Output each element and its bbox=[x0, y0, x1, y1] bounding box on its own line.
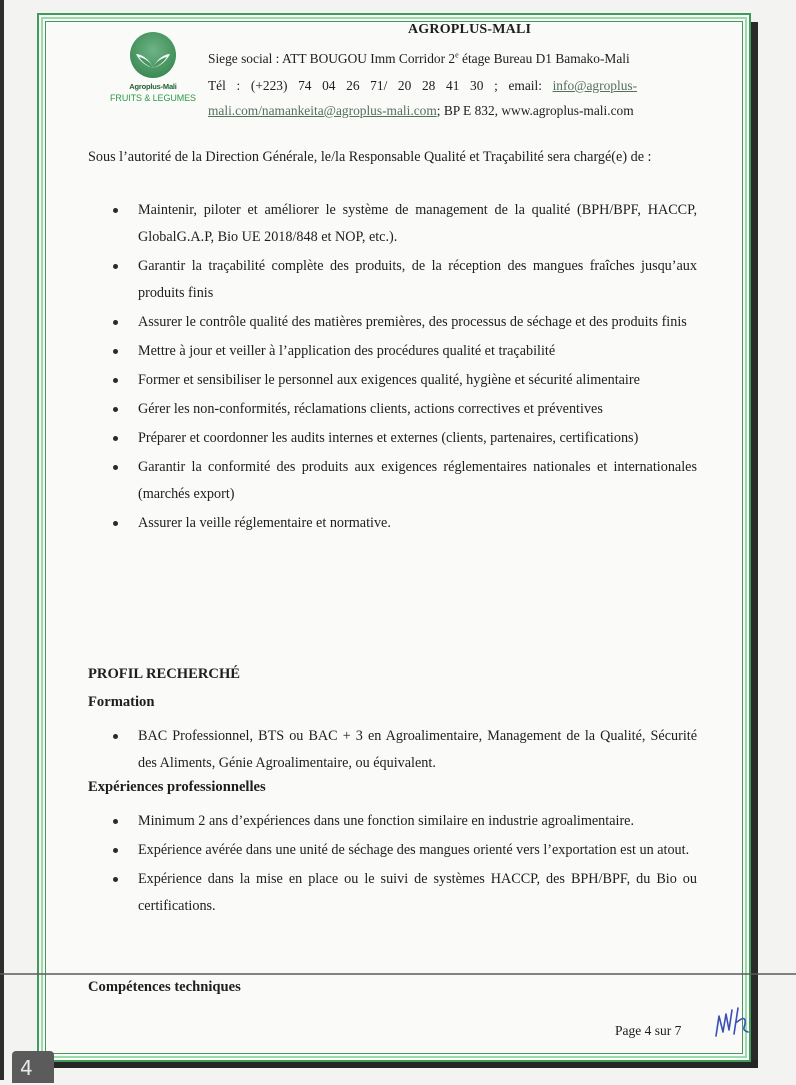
list-item: Gérer les non-conformités, réclamations clients, actions correctives et préventives bbox=[113, 396, 697, 423]
skills-heading: Compétences techniques bbox=[88, 979, 241, 995]
list-item: BAC Professionnel, BTS ou BAC + 3 en Agroalimentaire, Management de la Qualité, Sécurité des Aliments, Génie Agroalimentaire, ou équivalent. bbox=[113, 723, 697, 777]
list-item: Garantir la conformité des produits aux exigences réglementaires nationales et internationales (marchés export) bbox=[113, 454, 697, 508]
email-link-part2[interactable]: mali.com/namankeita@agroplus-mali.com bbox=[208, 103, 437, 118]
bullet-icon bbox=[113, 465, 118, 470]
email-website-line bbox=[208, 103, 634, 119]
formation-heading: Formation bbox=[88, 694, 155, 710]
bullet-icon bbox=[113, 521, 118, 526]
list-item: Assurer le contrôle qualité des matières premières, des processus de séchage et des produits finis bbox=[113, 309, 697, 336]
bullet-icon bbox=[113, 848, 118, 853]
bullet-icon bbox=[113, 407, 118, 412]
list-item: Garantir la traçabilité complète des produits, de la réception des mangues fraîches jusqu’aux produits finis bbox=[113, 253, 697, 307]
list-item: Minimum 2 ans d’expériences dans une fonction similaire en industrie agroalimentaire. bbox=[113, 808, 697, 835]
po-box-website: ; BP E 832, www.agroplus-mali.com bbox=[436, 103, 634, 118]
logo-tagline: FRUITS & LEGUMES bbox=[110, 93, 196, 103]
list-item: Mettre à jour et veiller à l’application des procédures qualité et traçabilité bbox=[113, 338, 697, 365]
page-number: Page 4 sur 7 bbox=[615, 1023, 682, 1038]
list-item: Expérience dans la mise en place ou le suivi de systèmes HACCP, des BPH/BPF, du Bio ou certifications. bbox=[113, 866, 697, 920]
duties-list bbox=[113, 197, 697, 539]
company-logo bbox=[108, 32, 198, 103]
bullet-icon bbox=[113, 734, 118, 739]
experience-list bbox=[113, 808, 697, 922]
address-prefix: Siege social : ATT BOUGOU Imm Corridor 2 bbox=[208, 51, 456, 66]
bullet-icon bbox=[113, 264, 118, 269]
list-item: Maintenir, piloter et améliorer le système de management de la qualité (BPH/BPF, HACCP, GlobalG.A.P, Bio UE 2018/848 et NOP, etc.). bbox=[113, 197, 697, 251]
scan-artifact-line bbox=[0, 973, 796, 975]
handwritten-initials-icon bbox=[712, 1004, 752, 1045]
profile-heading: PROFIL RECHERCHÉ bbox=[88, 666, 241, 682]
bullet-icon bbox=[113, 819, 118, 824]
email-link-part1[interactable]: info@agroplus- bbox=[552, 78, 638, 93]
bullet-icon bbox=[113, 349, 118, 354]
phone-email-line bbox=[208, 78, 637, 94]
experience-heading: Expériences professionnelles bbox=[88, 779, 266, 795]
phone-text: Tél : (+223) 74 04 26 71/ 20 28 41 30 ; email: bbox=[208, 78, 542, 93]
address-superscript: e bbox=[455, 50, 459, 60]
list-item: Préparer et coordonner les audits internes et externes (clients, partenaires, certifications) bbox=[113, 425, 697, 452]
address-line bbox=[208, 51, 630, 67]
bullet-icon bbox=[113, 436, 118, 441]
list-item: Assurer la veille réglementaire et normative. bbox=[113, 510, 697, 537]
leaf-circle-logo-icon bbox=[130, 32, 176, 78]
viewer-page-badge[interactable]: 4 bbox=[12, 1051, 54, 1083]
company-name: AGROPLUS-MALI bbox=[408, 22, 532, 37]
bullet-icon bbox=[113, 320, 118, 325]
intro-paragraph: Sous l’autorité de la Direction Générale, le/la Responsable Qualité et Traçabilité sera chargé(e) de : bbox=[88, 149, 652, 165]
bullet-icon bbox=[113, 378, 118, 383]
address-suffix: étage Bureau D1 Bamako-Mali bbox=[458, 51, 630, 66]
formation-list bbox=[113, 723, 697, 779]
list-item: Expérience avérée dans une unité de séchage des mangues orienté vers l’exportation est un atout. bbox=[113, 837, 697, 864]
bullet-icon bbox=[113, 208, 118, 213]
list-item: Former et sensibiliser le personnel aux exigences qualité, hygiène et sécurité alimentaire bbox=[113, 367, 697, 394]
bullet-icon bbox=[113, 877, 118, 882]
logo-name: Agroplus-Mali bbox=[129, 82, 177, 91]
